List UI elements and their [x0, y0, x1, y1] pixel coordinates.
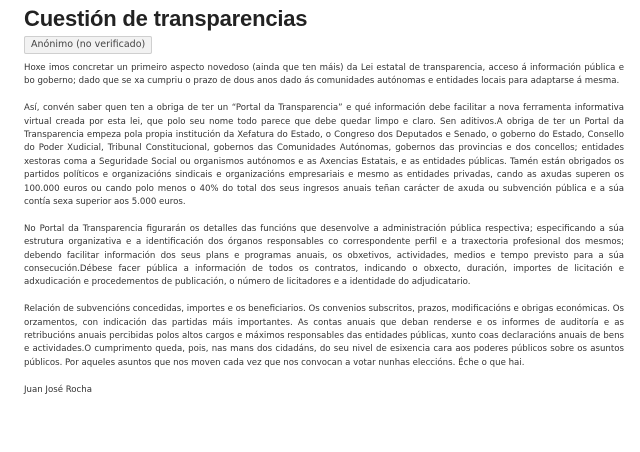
paragraph: Relación de subvencións concedidas, importes e os beneficiarios. Os convenios subscritos, prazos, modificacións e obrigas económicas. Os orzamentos, con indicación das partidas máis importantes. As contas anuais que deban renderse e os informes de auditoría e as retribucións anuais percibidas polos altos cargos e máximos responsables das entidades públicas, xunto coas declaracións anuais de bens e actividades.O cumprimento queda, pois, nas mans dos cidadáns, do seu nivel de esixencia cara aos poderes públicos sobre os asuntos públicos. Por aqueles asuntos que nos moven cada vez que nos convocan a votar nunhas eleccións. Éche o que hai. — [24, 304, 624, 368]
article-title: Cuestión de transparencias — [24, 6, 308, 31]
paragraph: Hoxe imos concretar un primeiro aspecto novedoso (ainda que ten máis) da Lei estatal de transparencia, acceso á información pública e bo goberno; dado que se xa cumpriu o prazo de dous anos dado ás comunidades autónomas e entidades locais para adaptarse á mesma. — [24, 63, 624, 87]
article — [24, 0, 624, 410]
paragraph: Así, convén saber quen ten a obriga de ter un “Portal da Transparencia” e qué información debe facilitar a nova ferramenta informativa virtual creada por esta lei, que polo seu nome todo parece que debe quedar limpo e claro. Sen aditivos.A obriga de ter un Portal da Transparencia empeza pola propia institución da Xefatura do Estado, o Congreso dos Deputados e Senado, o goberno do Estado, Consello do Poder Xudicial, Tribunal Constitucional, gobernos das Comunidades Autónomas, gobernos das provincias e dos concellos; entidades xestoras coma a Seguridade Social ou organismos autónomos e as Axencias Estatais, e as entidades públicas. Tamén están obrigados os partidos políticos e organizacións sindicais e organizacións empresariais e mesmo as entidades privadas, cando as axudas superen os 100.000 euros ou cando polo menos o 40% do total dos seus ingresos anuais teñan carácter de axuda ou subvención pública e a súa contía sexa superior aos 5.000 euros. — [24, 103, 624, 208]
author-badge[interactable]: Anónimo (no verificado) — [24, 36, 152, 54]
paragraph: No Portal da Transparencia figurarán os detalles das funcións que desenvolve a administración pública respectiva; especificando a súa estrutura organizativa e a identificación dos órganos responsables co correspondente perfil e a traxectoria profesional dos mesmos; debendo facilitar información dos seus plans e programas anuais, os obxetivos, actividades, medios e tempo previsto para a súa consecución.Débese facer pública a información de todos os contratos, indicando o obxecto, duración, importes de licitación e adxudicación e procedementos de publicación, o número de licitadores e a identidade do adjudicatario. — [24, 223, 624, 288]
article-body — [24, 62, 624, 397]
author-signature: Juan José Rocha — [24, 384, 92, 395]
